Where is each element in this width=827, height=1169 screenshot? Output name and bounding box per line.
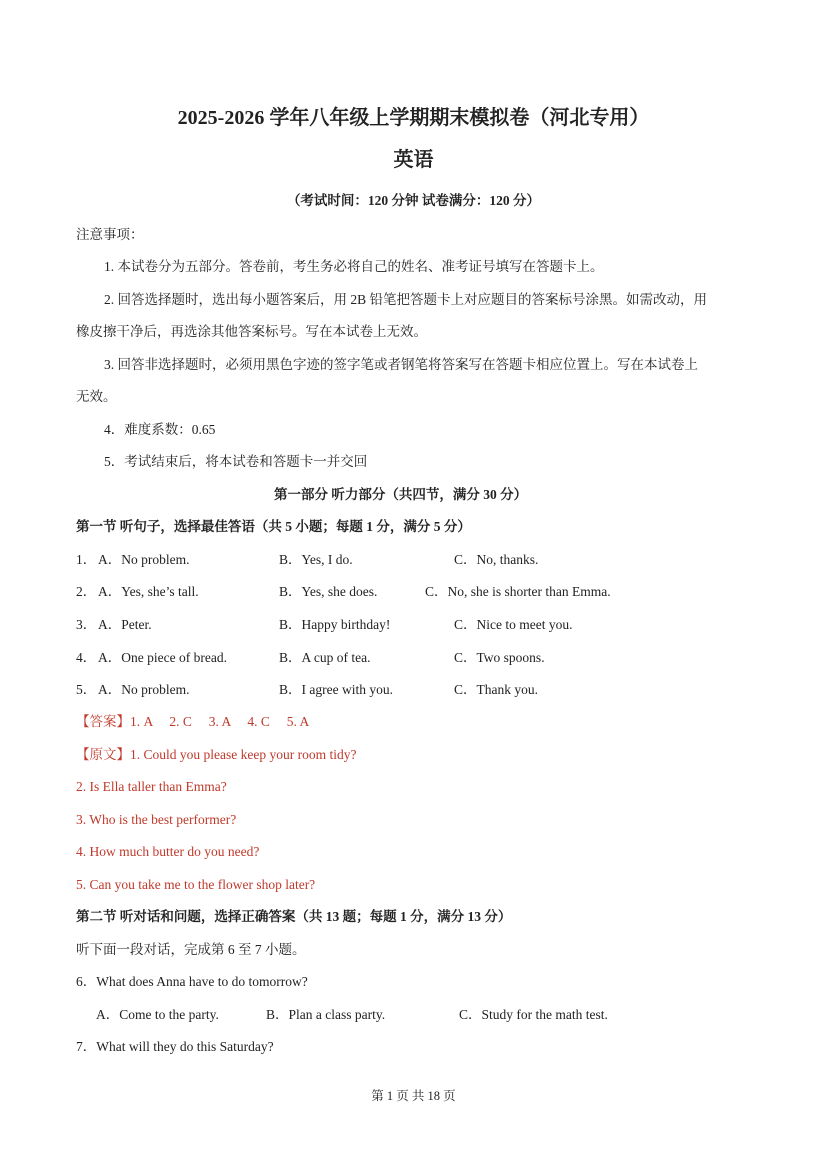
option-b: B．I agree with you. xyxy=(279,682,393,697)
option-c: C．Study for the math test. xyxy=(459,1007,608,1022)
option-c: C．No, thanks. xyxy=(454,552,539,567)
exam-info: （考试时间：120 分钟 试卷满分：120 分） xyxy=(286,193,541,208)
option-b: B．A cup of tea. xyxy=(279,650,371,665)
exam-title: 2025-2026 学年八年级上学期期末模拟卷（河北专用） xyxy=(177,107,650,129)
question-6: 6．What does Anna have to do tomorrow? xyxy=(76,974,308,989)
subject-title: 英语 xyxy=(393,149,434,171)
option-a: A．Come to the party. xyxy=(96,1007,219,1022)
option-a: A．One piece of bread. xyxy=(98,650,227,665)
note-item-4: 4．难度系数：0.65 xyxy=(104,422,216,437)
question-number: 3． xyxy=(76,617,97,632)
note-item-5: 5．考试结束后，将本试卷和答题卡一并交回 xyxy=(104,454,368,469)
script-line-4: 4. How much butter do you need? xyxy=(76,844,260,859)
part1-heading: 第一部分 听力部分（共四节，满分 30 分） xyxy=(274,487,528,502)
option-b: B．Happy birthday! xyxy=(279,617,391,632)
note-item-1: 1. 本试卷分为五部分。答卷前，考生务必将自己的姓名、准考证号填写在答题卡上。 xyxy=(104,259,604,274)
script-line-2: 2. Is Ella taller than Emma? xyxy=(76,779,227,794)
option-b: B．Plan a class party. xyxy=(266,1007,386,1022)
question-number: 5． xyxy=(76,682,97,697)
note-item-3-cont: 无效。 xyxy=(76,389,117,404)
section2-heading: 第二节 听对话和问题，选择正确答案（共 13 题；每题 1 分，满分 13 分） xyxy=(76,909,512,924)
option-c: C．Two spoons. xyxy=(454,650,545,665)
option-b: B．Yes, she does. xyxy=(279,584,378,599)
answer-text: 1. A 2. C 3. A 4. C 5. A xyxy=(130,714,310,729)
option-a: A．No problem. xyxy=(98,682,190,697)
answer-label: 【答案】 xyxy=(76,714,130,729)
script-text: 1. Could you please keep your room tidy? xyxy=(130,747,357,762)
notes-heading: 注意事项： xyxy=(76,227,144,242)
note-item-2: 2. 回答选择题时，选出每小题答案后，用 2B 铅笔把答题卡上对应题目的答案标号涂黑。如需改动，用 xyxy=(104,292,708,307)
section1-heading: 第一节 听句子，选择最佳答语（共 5 小题；每题 1 分，满分 5 分） xyxy=(76,519,471,534)
script-line-1 xyxy=(76,745,356,765)
question-number: 4． xyxy=(76,650,97,665)
question-7: 7．What will they do this Saturday? xyxy=(76,1039,274,1054)
option-c: C．No, she is shorter than Emma. xyxy=(425,584,611,599)
option-a: A．Yes, she’s tall. xyxy=(98,584,199,599)
section2-instruction: 听下面一段对话，完成第 6 至 7 小题。 xyxy=(76,942,306,957)
option-c: C．Thank you. xyxy=(454,682,538,697)
option-a: A．Peter. xyxy=(98,617,152,632)
script-label: 【原文】 xyxy=(76,747,130,762)
script-line-5: 5. Can you take me to the flower shop later? xyxy=(76,877,316,892)
question-number: 2． xyxy=(76,584,97,599)
question-number: 1． xyxy=(76,552,97,567)
option-c: C．Nice to meet you. xyxy=(454,617,573,632)
note-item-3: 3. 回答非选择题时，必须用黑色字迹的签字笔或者钢笔将答案写在答题卡相应位置上。写在本试卷上 xyxy=(104,357,698,372)
script-line-3: 3. Who is the best performer? xyxy=(76,812,237,827)
note-item-2-cont: 橡皮擦干净后，再选涂其他答案标号。写在本试卷上无效。 xyxy=(76,324,427,339)
option-b: B．Yes, I do. xyxy=(279,552,353,567)
page-footer: 第 1 页 共 18 页 xyxy=(371,1089,456,1103)
option-a: A．No problem. xyxy=(98,552,190,567)
answer-line xyxy=(76,712,309,732)
